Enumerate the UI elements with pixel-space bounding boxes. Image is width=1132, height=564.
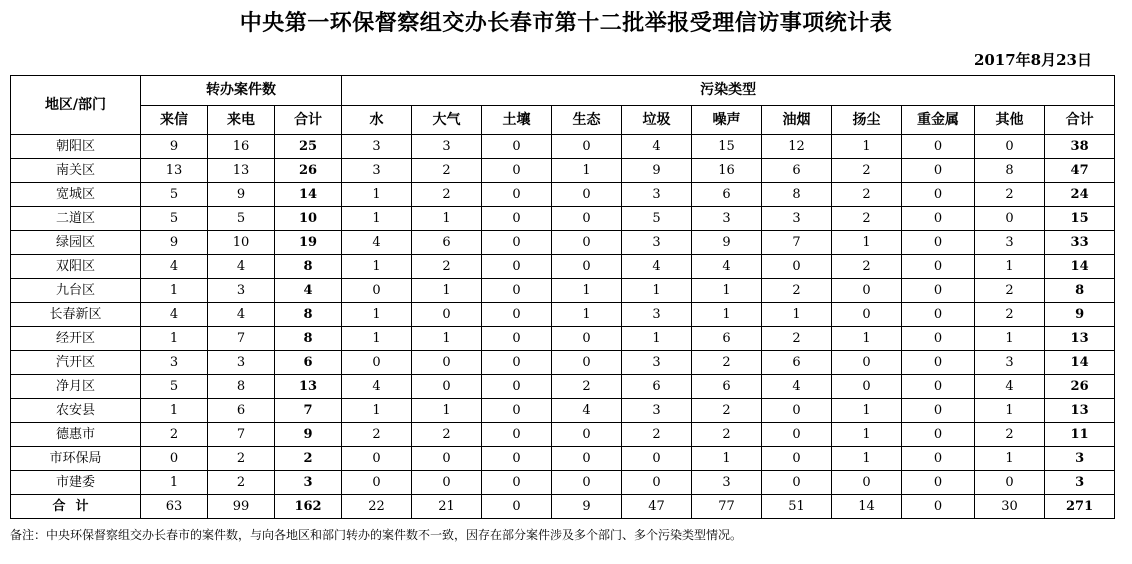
pollution-col-header: 垃圾	[622, 106, 692, 135]
pollution-cell: 47	[622, 495, 692, 519]
transfer-total-cell: 25	[275, 135, 342, 159]
transfer-cell: 99	[208, 495, 275, 519]
pollution-cell: 4	[762, 375, 832, 399]
transfer-cell: 2	[208, 471, 275, 495]
region-cell: 汽开区	[11, 351, 141, 375]
pollution-cell: 0	[622, 471, 692, 495]
pollution-cell: 0	[552, 351, 622, 375]
transfer-total-cell: 13	[275, 375, 342, 399]
table-row	[11, 207, 1115, 231]
pollution-cell: 2	[412, 183, 482, 207]
pollution-cell: 0	[482, 135, 552, 159]
pollution-cell: 4	[975, 375, 1045, 399]
pollution-cell: 6	[412, 231, 482, 255]
transfer-total-cell: 2	[275, 447, 342, 471]
region-cell: 二道区	[11, 207, 141, 231]
pollution-cell: 0	[552, 135, 622, 159]
table-row	[11, 183, 1115, 207]
transfer-total-cell: 7	[275, 399, 342, 423]
pollution-cell: 2	[622, 423, 692, 447]
transfer-cell: 1	[141, 279, 208, 303]
pollution-cell: 1	[342, 255, 412, 279]
pollution-cell: 0	[552, 447, 622, 471]
transfer-cell: 4	[208, 255, 275, 279]
pollution-cell: 1	[975, 255, 1045, 279]
pollution-cell: 1	[692, 279, 762, 303]
pollution-cell: 0	[552, 231, 622, 255]
pollution-group-header: 污染类型	[342, 76, 1115, 106]
pollution-cell: 0	[902, 423, 975, 447]
pollution-cell: 1	[832, 327, 902, 351]
pollution-cell: 1	[412, 279, 482, 303]
pollution-cell: 6	[762, 159, 832, 183]
pollution-cell: 0	[412, 351, 482, 375]
transfer-group-header: 转办案件数	[141, 76, 342, 106]
region-cell: 德惠市	[11, 423, 141, 447]
pollution-cell: 0	[762, 255, 832, 279]
pollution-cell: 0	[902, 279, 975, 303]
pollution-cell: 3	[412, 135, 482, 159]
region-cell: 长春新区	[11, 303, 141, 327]
pollution-cell: 1	[832, 423, 902, 447]
pollution-cell: 2	[832, 183, 902, 207]
transfer-cell: 8	[208, 375, 275, 399]
pollution-total-cell: 8	[1045, 279, 1115, 303]
pollution-cell: 9	[552, 495, 622, 519]
pollution-cell: 8	[975, 159, 1045, 183]
pollution-col-header: 扬尘	[832, 106, 902, 135]
pollution-cell: 2	[692, 423, 762, 447]
pollution-cell: 6	[692, 183, 762, 207]
pollution-cell: 2	[762, 279, 832, 303]
pollution-cell: 3	[342, 135, 412, 159]
statistics-table	[10, 75, 1115, 519]
pollution-cell: 21	[412, 495, 482, 519]
transfer-cell: 1	[141, 327, 208, 351]
pollution-cell: 3	[342, 159, 412, 183]
pollution-cell: 6	[762, 351, 832, 375]
pollution-cell: 0	[832, 471, 902, 495]
table-row	[11, 423, 1115, 447]
transfer-cell: 5	[141, 207, 208, 231]
transfer-cell: 3	[208, 351, 275, 375]
pollution-cell: 2	[975, 183, 1045, 207]
table-row	[11, 255, 1115, 279]
table-row	[11, 447, 1115, 471]
report-date: 2017年8月23日	[973, 51, 1092, 69]
table-body	[11, 135, 1115, 519]
pollution-cell: 0	[552, 183, 622, 207]
pollution-cell: 0	[482, 183, 552, 207]
totals-label: 合计	[11, 495, 141, 519]
pollution-cell: 1	[412, 399, 482, 423]
pollution-cell: 3	[622, 303, 692, 327]
pollution-cell: 4	[342, 231, 412, 255]
pollution-cell: 1	[342, 183, 412, 207]
pollution-col-header: 其他	[975, 106, 1045, 135]
region-cell: 净月区	[11, 375, 141, 399]
table-row	[11, 279, 1115, 303]
pollution-col-header: 生态	[552, 106, 622, 135]
pollution-cell: 0	[552, 471, 622, 495]
pollution-cell: 0	[762, 399, 832, 423]
table-row	[11, 303, 1115, 327]
region-header: 地区/部门	[11, 76, 141, 135]
pollution-cell: 3	[622, 399, 692, 423]
pollution-cell: 0	[832, 375, 902, 399]
footnote: 备注：中央环保督察组交办长春市的案件数，与向各地区和部门转办的案件数不一致，因存在部分案件涉及多个部门、多个污染类型情况。	[10, 528, 743, 542]
transfer-total-cell: 8	[275, 327, 342, 351]
pollution-total-cell: 14	[1045, 351, 1115, 375]
pollution-cell: 9	[692, 231, 762, 255]
table-row	[11, 351, 1115, 375]
pollution-cell: 3	[975, 231, 1045, 255]
transfer-total-cell: 6	[275, 351, 342, 375]
pollution-col-header: 水	[342, 106, 412, 135]
transfer-cell: 10	[208, 231, 275, 255]
pollution-total-cell: 38	[1045, 135, 1115, 159]
pollution-cell: 22	[342, 495, 412, 519]
pollution-cell: 0	[902, 495, 975, 519]
region-cell: 经开区	[11, 327, 141, 351]
transfer-total-cell: 19	[275, 231, 342, 255]
pollution-cell: 2	[832, 255, 902, 279]
pollution-cell: 0	[482, 471, 552, 495]
pollution-col-header: 噪声	[692, 106, 762, 135]
pollution-cell: 0	[902, 183, 975, 207]
pollution-cell: 1	[412, 327, 482, 351]
pollution-cell: 2	[692, 399, 762, 423]
table-title: 中央第一环保督察组交办长春市第十二批举报受理信访事项统计表	[239, 10, 893, 36]
table-row	[11, 231, 1115, 255]
pollution-total-cell: 3	[1045, 447, 1115, 471]
table-row	[11, 375, 1115, 399]
pollution-cell: 1	[832, 447, 902, 471]
pollution-cell: 3	[975, 351, 1045, 375]
pollution-cell: 4	[692, 255, 762, 279]
pollution-cell: 4	[622, 135, 692, 159]
pollution-cell: 0	[412, 471, 482, 495]
pollution-cell: 1	[342, 303, 412, 327]
pollution-cell: 2	[412, 423, 482, 447]
pollution-cell: 1	[832, 231, 902, 255]
pollution-cell: 2	[692, 351, 762, 375]
pollution-cell: 6	[692, 375, 762, 399]
pollution-cell: 3	[622, 351, 692, 375]
pollution-cell: 0	[762, 447, 832, 471]
pollution-cell: 4	[342, 375, 412, 399]
region-cell: 九台区	[11, 279, 141, 303]
pollution-cell: 0	[975, 135, 1045, 159]
region-cell: 市建委	[11, 471, 141, 495]
pollution-cell: 12	[762, 135, 832, 159]
table-row	[11, 399, 1115, 423]
pollution-cell: 0	[552, 423, 622, 447]
pollution-total-cell: 26	[1045, 375, 1115, 399]
transfer-col-header: 来电	[208, 106, 275, 135]
pollution-cell: 0	[832, 351, 902, 375]
pollution-cell: 2	[412, 255, 482, 279]
pollution-cell: 0	[342, 351, 412, 375]
pollution-cell: 1	[975, 447, 1045, 471]
header-row-1	[11, 76, 1115, 106]
transfer-cell: 9	[141, 231, 208, 255]
pollution-cell: 0	[902, 303, 975, 327]
pollution-cell: 0	[482, 447, 552, 471]
pollution-cell: 77	[692, 495, 762, 519]
pollution-cell: 0	[902, 255, 975, 279]
transfer-col-header: 合计	[275, 106, 342, 135]
transfer-cell: 5	[141, 183, 208, 207]
transfer-cell: 6	[208, 399, 275, 423]
pollution-cell: 1	[412, 207, 482, 231]
pollution-cell: 0	[482, 207, 552, 231]
pollution-cell: 3	[622, 231, 692, 255]
pollution-cell: 0	[412, 375, 482, 399]
pollution-cell: 0	[482, 303, 552, 327]
table-row	[11, 471, 1115, 495]
pollution-col-header: 油烟	[762, 106, 832, 135]
pollution-cell: 0	[975, 207, 1045, 231]
transfer-cell: 1	[141, 471, 208, 495]
region-cell: 农安县	[11, 399, 141, 423]
pollution-cell: 0	[762, 471, 832, 495]
region-cell: 南关区	[11, 159, 141, 183]
transfer-total-cell: 14	[275, 183, 342, 207]
pollution-cell: 1	[552, 279, 622, 303]
pollution-col-header: 土壤	[482, 106, 552, 135]
transfer-cell: 2	[208, 447, 275, 471]
pollution-cell: 1	[975, 327, 1045, 351]
pollution-cell: 5	[622, 207, 692, 231]
transfer-cell: 3	[208, 279, 275, 303]
transfer-total-cell: 4	[275, 279, 342, 303]
pollution-cell: 0	[902, 351, 975, 375]
transfer-total-cell: 8	[275, 303, 342, 327]
pollution-cell: 2	[762, 327, 832, 351]
pollution-cell: 0	[482, 351, 552, 375]
pollution-total-cell: 13	[1045, 327, 1115, 351]
pollution-cell: 16	[692, 159, 762, 183]
pollution-cell: 0	[832, 303, 902, 327]
pollution-cell: 0	[902, 231, 975, 255]
pollution-col-header: 合计	[1045, 106, 1115, 135]
pollution-cell: 1	[342, 207, 412, 231]
pollution-cell: 0	[482, 375, 552, 399]
transfer-cell: 5	[141, 375, 208, 399]
pollution-cell: 0	[482, 255, 552, 279]
pollution-cell: 0	[482, 279, 552, 303]
transfer-cell: 2	[141, 423, 208, 447]
pollution-cell: 1	[622, 327, 692, 351]
transfer-cell: 4	[208, 303, 275, 327]
transfer-cell: 9	[208, 183, 275, 207]
transfer-cell: 7	[208, 423, 275, 447]
pollution-cell: 0	[902, 399, 975, 423]
pollution-cell: 1	[762, 303, 832, 327]
pollution-cell: 0	[552, 327, 622, 351]
pollution-total-cell: 47	[1045, 159, 1115, 183]
transfer-cell: 0	[141, 447, 208, 471]
pollution-cell: 1	[692, 303, 762, 327]
pollution-cell: 2	[412, 159, 482, 183]
transfer-total-cell: 9	[275, 423, 342, 447]
totals-row	[11, 495, 1115, 519]
transfer-cell: 13	[208, 159, 275, 183]
pollution-cell: 0	[902, 135, 975, 159]
pollution-cell: 2	[832, 159, 902, 183]
pollution-cell: 0	[552, 207, 622, 231]
pollution-cell: 1	[342, 327, 412, 351]
pollution-cell: 0	[902, 327, 975, 351]
pollution-cell: 0	[902, 447, 975, 471]
pollution-cell: 3	[622, 183, 692, 207]
transfer-col-header: 来信	[141, 106, 208, 135]
pollution-cell: 0	[342, 471, 412, 495]
pollution-cell: 1	[552, 159, 622, 183]
pollution-total-cell: 3	[1045, 471, 1115, 495]
pollution-cell: 3	[692, 471, 762, 495]
pollution-total-cell: 24	[1045, 183, 1115, 207]
pollution-cell: 0	[412, 303, 482, 327]
pollution-cell: 0	[975, 471, 1045, 495]
pollution-cell: 4	[552, 399, 622, 423]
table-row	[11, 135, 1115, 159]
pollution-cell: 1	[975, 399, 1045, 423]
transfer-total-cell: 8	[275, 255, 342, 279]
pollution-total-cell: 11	[1045, 423, 1115, 447]
pollution-cell: 0	[482, 159, 552, 183]
table-row	[11, 327, 1115, 351]
pollution-cell: 2	[552, 375, 622, 399]
transfer-cell: 4	[141, 255, 208, 279]
transfer-total-cell: 10	[275, 207, 342, 231]
transfer-cell: 3	[141, 351, 208, 375]
pollution-cell: 30	[975, 495, 1045, 519]
transfer-total-cell: 162	[275, 495, 342, 519]
pollution-cell: 3	[762, 207, 832, 231]
pollution-cell: 4	[622, 255, 692, 279]
pollution-cell: 9	[622, 159, 692, 183]
region-cell: 市环保局	[11, 447, 141, 471]
pollution-cell: 0	[552, 255, 622, 279]
pollution-total-cell: 15	[1045, 207, 1115, 231]
transfer-cell: 5	[208, 207, 275, 231]
header-row-2	[11, 106, 1115, 135]
pollution-total-cell: 9	[1045, 303, 1115, 327]
pollution-cell: 2	[832, 207, 902, 231]
region-cell: 朝阳区	[11, 135, 141, 159]
transfer-cell: 9	[141, 135, 208, 159]
pollution-cell: 0	[482, 399, 552, 423]
pollution-cell: 15	[692, 135, 762, 159]
transfer-cell: 4	[141, 303, 208, 327]
pollution-cell: 1	[552, 303, 622, 327]
pollution-cell: 2	[342, 423, 412, 447]
pollution-cell: 0	[902, 159, 975, 183]
pollution-cell: 0	[902, 207, 975, 231]
transfer-cell: 13	[141, 159, 208, 183]
transfer-cell: 7	[208, 327, 275, 351]
pollution-cell: 0	[622, 447, 692, 471]
transfer-total-cell: 3	[275, 471, 342, 495]
region-cell: 双阳区	[11, 255, 141, 279]
pollution-cell: 0	[412, 447, 482, 471]
pollution-cell: 8	[762, 183, 832, 207]
pollution-col-header: 重金属	[902, 106, 975, 135]
pollution-cell: 1	[342, 399, 412, 423]
pollution-cell: 2	[975, 279, 1045, 303]
pollution-cell: 1	[622, 279, 692, 303]
pollution-cell: 1	[832, 135, 902, 159]
pollution-cell: 1	[832, 399, 902, 423]
pollution-cell: 0	[342, 279, 412, 303]
pollution-cell: 0	[482, 231, 552, 255]
pollution-cell: 2	[975, 423, 1045, 447]
pollution-cell: 6	[692, 327, 762, 351]
pollution-cell: 51	[762, 495, 832, 519]
pollution-col-header: 大气	[412, 106, 482, 135]
pollution-total-cell: 13	[1045, 399, 1115, 423]
pollution-cell: 14	[832, 495, 902, 519]
pollution-cell: 0	[342, 447, 412, 471]
pollution-cell: 0	[902, 375, 975, 399]
transfer-cell: 16	[208, 135, 275, 159]
table-row	[11, 159, 1115, 183]
pollution-total-cell: 14	[1045, 255, 1115, 279]
transfer-total-cell: 26	[275, 159, 342, 183]
region-cell: 宽城区	[11, 183, 141, 207]
region-cell: 绿园区	[11, 231, 141, 255]
pollution-total-cell: 33	[1045, 231, 1115, 255]
pollution-cell: 3	[692, 207, 762, 231]
transfer-cell: 1	[141, 399, 208, 423]
pollution-cell: 6	[622, 375, 692, 399]
pollution-cell: 0	[902, 471, 975, 495]
transfer-cell: 63	[141, 495, 208, 519]
pollution-cell: 2	[975, 303, 1045, 327]
pollution-cell: 0	[482, 423, 552, 447]
pollution-cell: 0	[832, 279, 902, 303]
pollution-cell: 1	[692, 447, 762, 471]
pollution-cell: 0	[762, 423, 832, 447]
pollution-cell: 0	[482, 495, 552, 519]
pollution-cell: 7	[762, 231, 832, 255]
pollution-cell: 0	[482, 327, 552, 351]
pollution-total-cell: 271	[1045, 495, 1115, 519]
